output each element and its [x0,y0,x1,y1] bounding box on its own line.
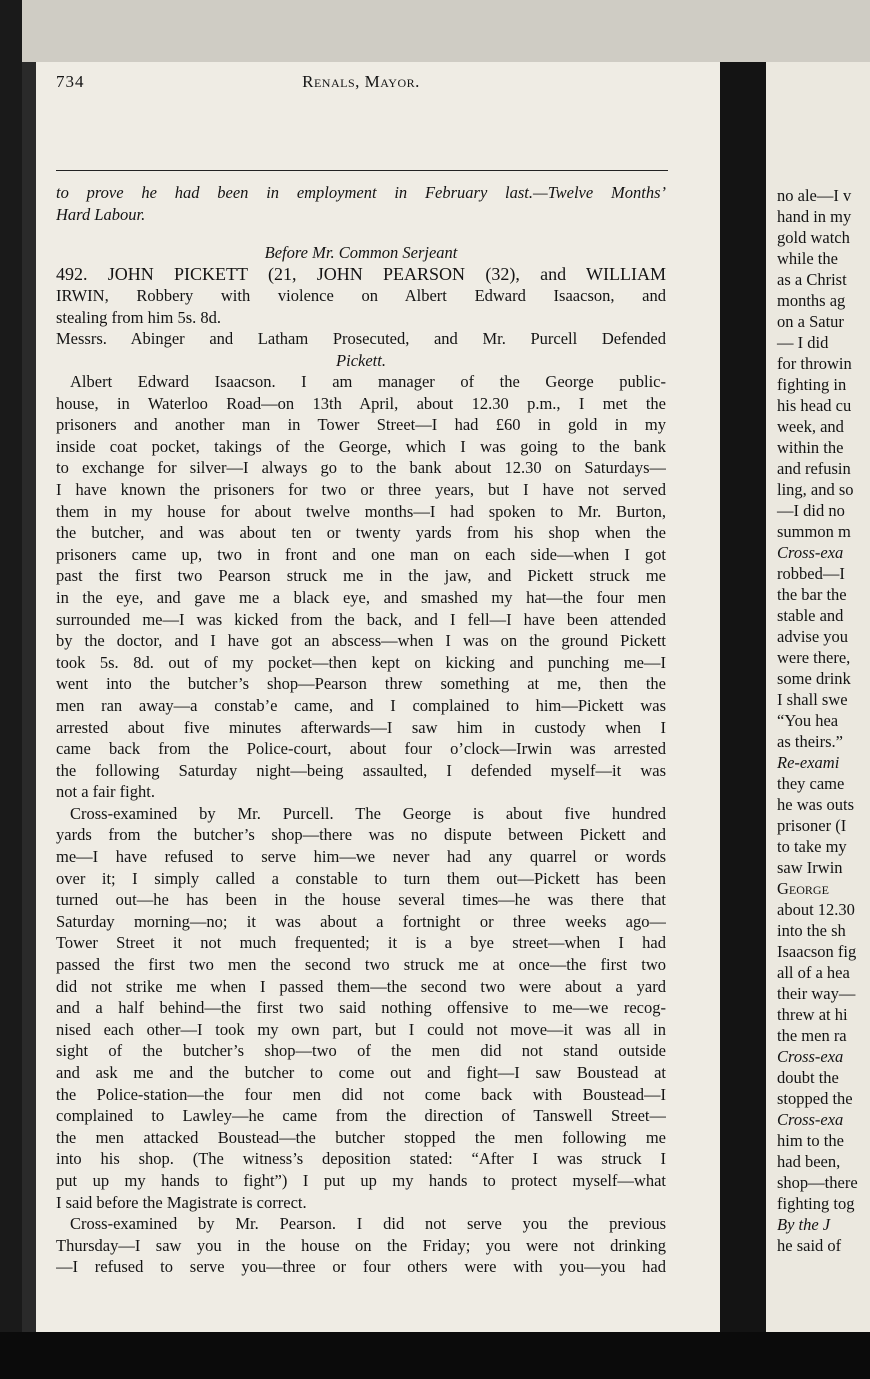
text-line: into his shop. (The witness’s deposition stated: “After I was struck I [56,1149,666,1169]
text-line: prisoners came up, two in front and one man on each side—when I got [56,544,666,564]
text-line: yards from the butcher’s shop—there was no dispute between Pickett and [56,825,666,845]
text-line: went into the butcher’s shop—Pearson threw something at me, then the [56,674,666,694]
text-line: Cross-exa [777,543,844,562]
text-line: came back from the Police-court, about four o’clock—Irwin was arrested [56,739,666,759]
text-line: I shall swe [777,690,848,709]
text-line: inside coat pocket, takings of the George, which I was going to the bank [56,436,666,456]
text-line: Cross-examined by Mr. Pearson. I did not serve you the previous [70,1214,666,1234]
text-line: ling, and so [777,480,854,499]
text-line: the following Saturday night—being assaulted, I defended myself—it was [56,760,666,780]
text-line: complained to Lawley—he came from the direction of Tanswell Street— [56,1106,666,1126]
text-line: Thursday—I saw you in the house on the Friday; you were not drinking [56,1235,666,1255]
court-heading: Before Mr. Common Serjeant [264,243,458,262]
testimony-body [56,371,666,1278]
text-line: to take my [777,837,847,856]
text-line: and a half behind—the first two said nothing offensive to me—we recog- [56,998,666,1018]
text-line: as a Christ [777,270,847,289]
book-binding [22,62,36,1332]
text-line: arrested about five minutes afterwards—I saw him in custody when I [56,717,666,737]
text-line: robbed—I [777,564,845,583]
text-line: Cross-exa [777,1047,844,1066]
text-line: on a Satur [777,312,844,331]
text-line: Cross-examined by Mr. Purcell. The George is about five hundred [70,803,666,823]
text-line: nised each other—I took my own part, but I could not move—it was all in [56,1019,666,1039]
text-line: —I refused to serve you—three or four others were with you—you had [56,1257,666,1277]
text-line: doubt the [777,1068,839,1087]
text-line: him to the [777,1131,844,1150]
text-line: Albert Edward Isaacson. I am manager of the George public- [70,372,666,391]
text-line: — I did [777,333,829,352]
text-line: by the doctor, and I have got an abscess—when I was on the ground Pickett [56,631,666,651]
text-line: prisoners and another man in Tower Street—I had £60 in gold in my [56,415,666,435]
text-line: as theirs.” [777,732,843,751]
text-line: passed the first two men the second two struck me at once—the first two [56,955,666,975]
text-line: turned out—he has been in the house several times—he was there that [56,890,666,910]
text-line: shop—there [777,1173,858,1192]
text-line: to prove he had been in employment in February last.—Twelve Months’ [56,183,666,202]
text-line: summon m [777,522,851,541]
text-line: for throwin [777,354,852,373]
text-line: house, in Waterloo Road—on 13th April, about 12.30 p.m., I met the [56,393,666,413]
text-line: Saturday morning—no; it was about a fortnight or three weeks ago— [56,911,666,931]
text-line: men ran away—a constab’e came, and I complained to him—Pickett was [56,695,666,715]
text-line: fighting tog [777,1194,855,1213]
text-line: the men ra [777,1026,847,1045]
text-line: months ag [777,291,846,310]
scan-background-bottom [0,1332,870,1379]
text-line: the men attacked Boustead—the butcher stopped the men following me [56,1127,666,1147]
text-line: George [777,879,829,898]
text-line: Tower Street it not much frequented; it is a bye street—when I had [56,933,666,953]
text-line: their way— [777,984,856,1003]
text-line: were there, [777,648,851,667]
text-line: did not strike me when I passed them—the second two were about a yard [56,976,666,996]
text-line: Messrs. Abinger and Latham Prosecuted, and Mr. Purcell Defended [56,329,666,348]
text-line: Isaacson fig [777,942,857,961]
continuation-paragraph [56,182,666,225]
page-number: 734 [56,72,85,91]
text-line: I said before the Magistrate is correct. [56,1192,307,1212]
book-gutter [720,62,766,1332]
text-line: “You hea [777,711,839,730]
text-line: I have known the prisoners for two or three years, but I have not served [56,479,666,499]
text-line: IRWIN, Robbery with violence on Albert Edward Isaacson, and [56,286,666,305]
text-line: sight of the butcher’s shop—two of the men did not stand outside [56,1041,666,1061]
right-page-text [766,62,870,1332]
text-line: 492. JOHN PICKETT (21, JOHN PEARSON (32), and WILLIAM [56,264,666,284]
text-line: me—I have refused to serve him—we never had any quarrel or words [56,847,666,867]
text-line: and ask me and the butcher to come out and fight—I saw Boustead at [56,1063,666,1082]
text-line: took 5s. 8d. out of my pocket—then kept on kicking and punching me—I [56,652,666,672]
text-line: had been, [777,1152,841,1171]
text-line: fighting in [777,375,847,394]
text-line: Cross-exa [777,1110,844,1129]
case-heading [56,263,666,328]
text-line: to exchange for silver—I always go to the bank about 12.30 on Saturdays— [56,458,666,478]
text-line: the butcher, and was about ten or twenty yards from his shop when the [56,523,666,543]
text-line: his head cu [777,396,852,415]
text-line: the bar the [777,585,847,604]
text-line: prisoner (I [777,816,847,835]
counsel-line [56,328,666,371]
text-line: within the [777,438,844,457]
text-line: threw at hi [777,1005,848,1024]
text-line: Re-exami [777,753,840,772]
text-line: surrounded me—I was kicked from the back, and I fell—I have been attended [56,609,666,629]
text-line: no ale—I v [777,186,852,205]
text-line: he said of [777,1236,842,1255]
text-line: week, and [777,417,844,436]
text-line: stealing from him 5s. 8d. [56,307,221,327]
running-title: Renals, Mayor. [302,72,420,91]
text-line: advise you [777,627,849,646]
scan-background-top [0,0,870,62]
text-line: saw Irwin [777,858,843,877]
text-line: put up my hands to fight”) I put up my hands to protect myself—what [56,1170,666,1190]
text-line: and refusin [777,459,851,478]
text-line: By the J [777,1215,831,1234]
text-line: in the eye, and gave me a black eye, and smashed my hat—the four men [56,587,666,607]
text-line: while the [777,249,838,268]
text-line: into the sh [777,921,846,940]
text-line: —I did no [777,501,845,520]
text-line: stable and [777,606,844,625]
text-line: Pickett. [336,350,386,370]
text-line: stopped the [777,1089,853,1108]
text-line: Hard Labour. [56,204,146,224]
text-line: them in my house for about twelve months—I had spoken to Mr. Burton, [56,501,666,521]
text-line: past the first two Pearson struck me in the jaw, and Pickett struck me [56,566,666,586]
section-rule [56,170,668,171]
text-line: hand in my [777,207,852,226]
text-line: all of a hea [777,963,850,982]
text-line: some drink [777,669,851,688]
book-edge-left [0,0,22,1379]
text-line: not a fair fight. [56,782,155,802]
running-head [56,72,666,96]
text-line: they came [777,774,845,793]
text-line: gold watch [777,228,850,247]
text-line: over it; I simply called a constable to turn them out—Pickett has been [56,868,666,888]
text-line: he was outs [777,795,854,814]
text-line: the Police-station—the four men did not come back with Boustead—I [56,1084,666,1104]
text-line: about 12.30 [777,900,855,919]
